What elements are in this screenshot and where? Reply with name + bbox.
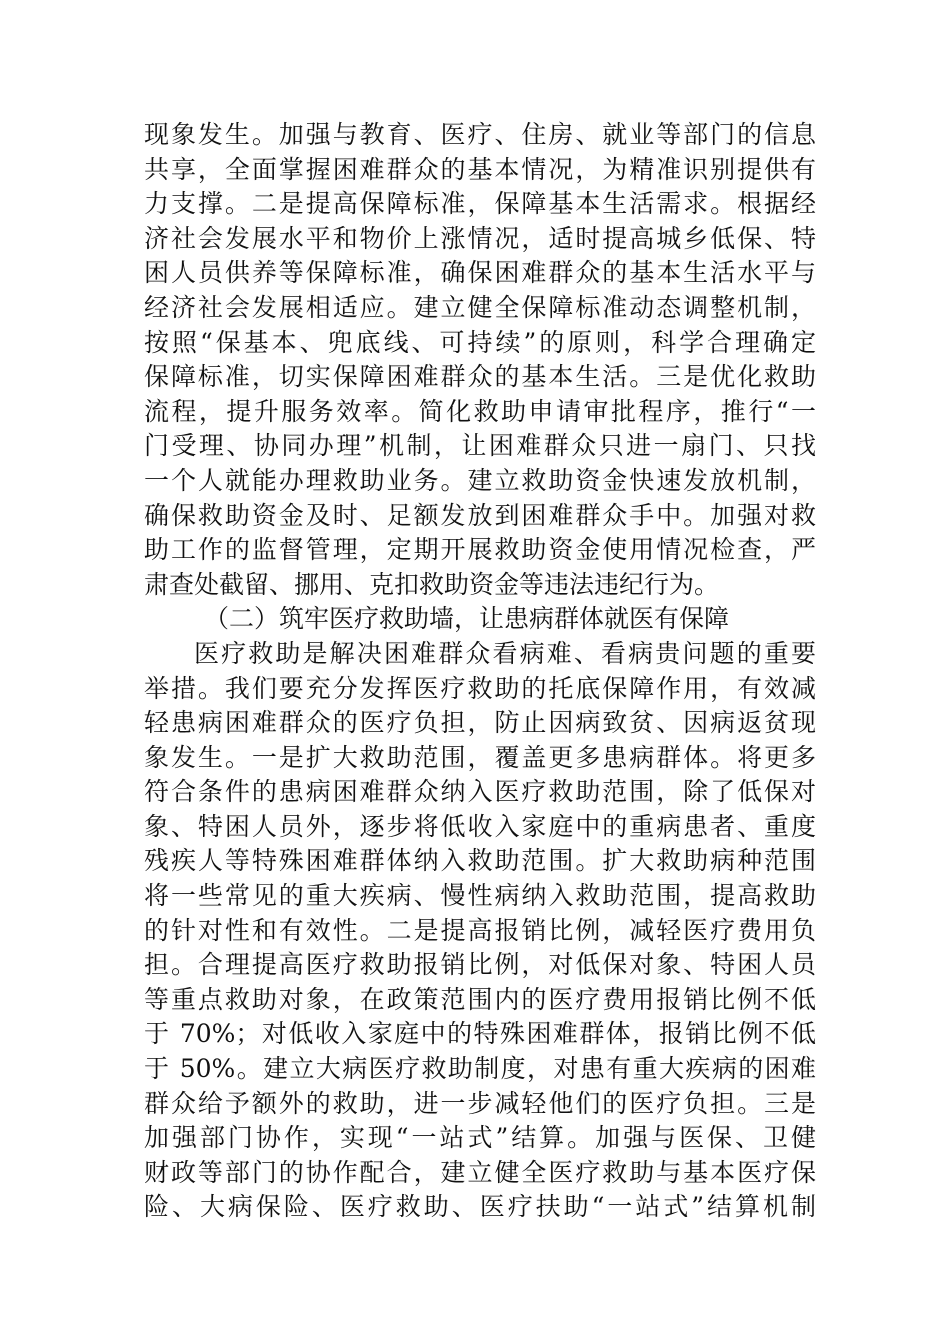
text-line: 于 50%。建立大病医疗救助制度，对患有重大疾病的困难	[144, 1054, 816, 1084]
text-line: 将一些常见的重大疾病、慢性病纳入救助范围，提高救助	[144, 881, 816, 911]
text-line: 医疗救助是解决困难群众看病难、看病贵问题的重要	[194, 638, 816, 668]
text-line: 的针对性和有效性。二是提高报销比例，减轻医疗费用负	[144, 915, 816, 945]
text-line: 现象发生。加强与教育、医疗、住房、就业等部门的信息	[144, 120, 816, 149]
text-line: 群众给予额外的救助，进一步减轻他们的医疗负担。三是	[144, 1088, 816, 1118]
text-line: 确保救助资金及时、足额发放到困难群众手中。加强对救	[144, 500, 816, 530]
text-line: 象、特困人员外，逐步将低收入家庭中的重病患者、重度	[144, 811, 816, 841]
text-line: 举措。我们要充分发挥医疗救助的托底保障作用，有效减	[144, 673, 816, 703]
text-line: 保障标准，切实保障困难群众的基本生活。三是优化救助	[144, 362, 816, 392]
text-line: 经济社会发展相适应。建立健全保障标准动态调整机制，	[144, 292, 816, 322]
text-line: 共享，全面掌握困难群众的基本情况，为精准识别提供有	[144, 154, 816, 184]
text-line: 门受理、协同办理”机制，让困难群众只进一扇门、只找	[144, 431, 816, 461]
text-line: 财政等部门的协作配合，建立健全医疗救助与基本医疗保	[144, 1157, 816, 1187]
text-line: 担。合理提高医疗救助报销比例，对低保对象、特困人员	[144, 950, 816, 980]
text-line: 一个人就能办理救助业务。建立救助资金快速发放机制，	[144, 465, 816, 495]
text-line: 象发生。一是扩大救助范围，覆盖更多患病群体。将更多	[144, 742, 816, 772]
text-line: 残疾人等特殊困难群体纳入救助范围。扩大救助病种范围	[144, 846, 816, 876]
text-line: 符合条件的患病困难群众纳入医疗救助范围，除了低保对	[144, 777, 816, 807]
text-line: 流程，提升服务效率。简化救助申请审批程序，推行“一	[144, 396, 816, 426]
text-line: 困人员供养等保障标准，确保困难群众的基本生活水平与	[144, 258, 816, 288]
text-line: 于 70%；对低收入家庭中的特殊困难群体，报销比例不低	[144, 1019, 816, 1049]
text-line: 肃查处截留、挪用、克扣救助资金等违法违纪行为。	[144, 569, 720, 599]
text-line: 济社会发展水平和物价上涨情况，适时提高城乡低保、特	[144, 223, 816, 253]
body-text	[144, 118, 816, 1225]
text-line: 加强部门协作，实现“一站式”结算。加强与医保、卫健	[144, 1123, 816, 1153]
text-line: 轻患病困难群众的医疗负担，防止因病致贫、因病返贫现	[144, 708, 816, 738]
text-line: 险、大病保险、医疗救助、医疗扶助“一站式”结算机制	[144, 1192, 816, 1222]
text-line: 等重点救助对象，在政策范围内的医疗费用报销比例不低	[144, 984, 816, 1014]
text-line: 按照“保基本、兜底线、可持续”的原则，科学合理确定	[144, 327, 816, 357]
text-line: 力支撑。二是提高保障标准，保障基本生活需求。根据经	[144, 189, 816, 219]
text-line: 助工作的监督管理，定期开展救助资金使用情况检查，严	[144, 535, 816, 565]
section-heading: （二）筑牢医疗救助墙，让患病群体就医有保障	[204, 604, 730, 634]
